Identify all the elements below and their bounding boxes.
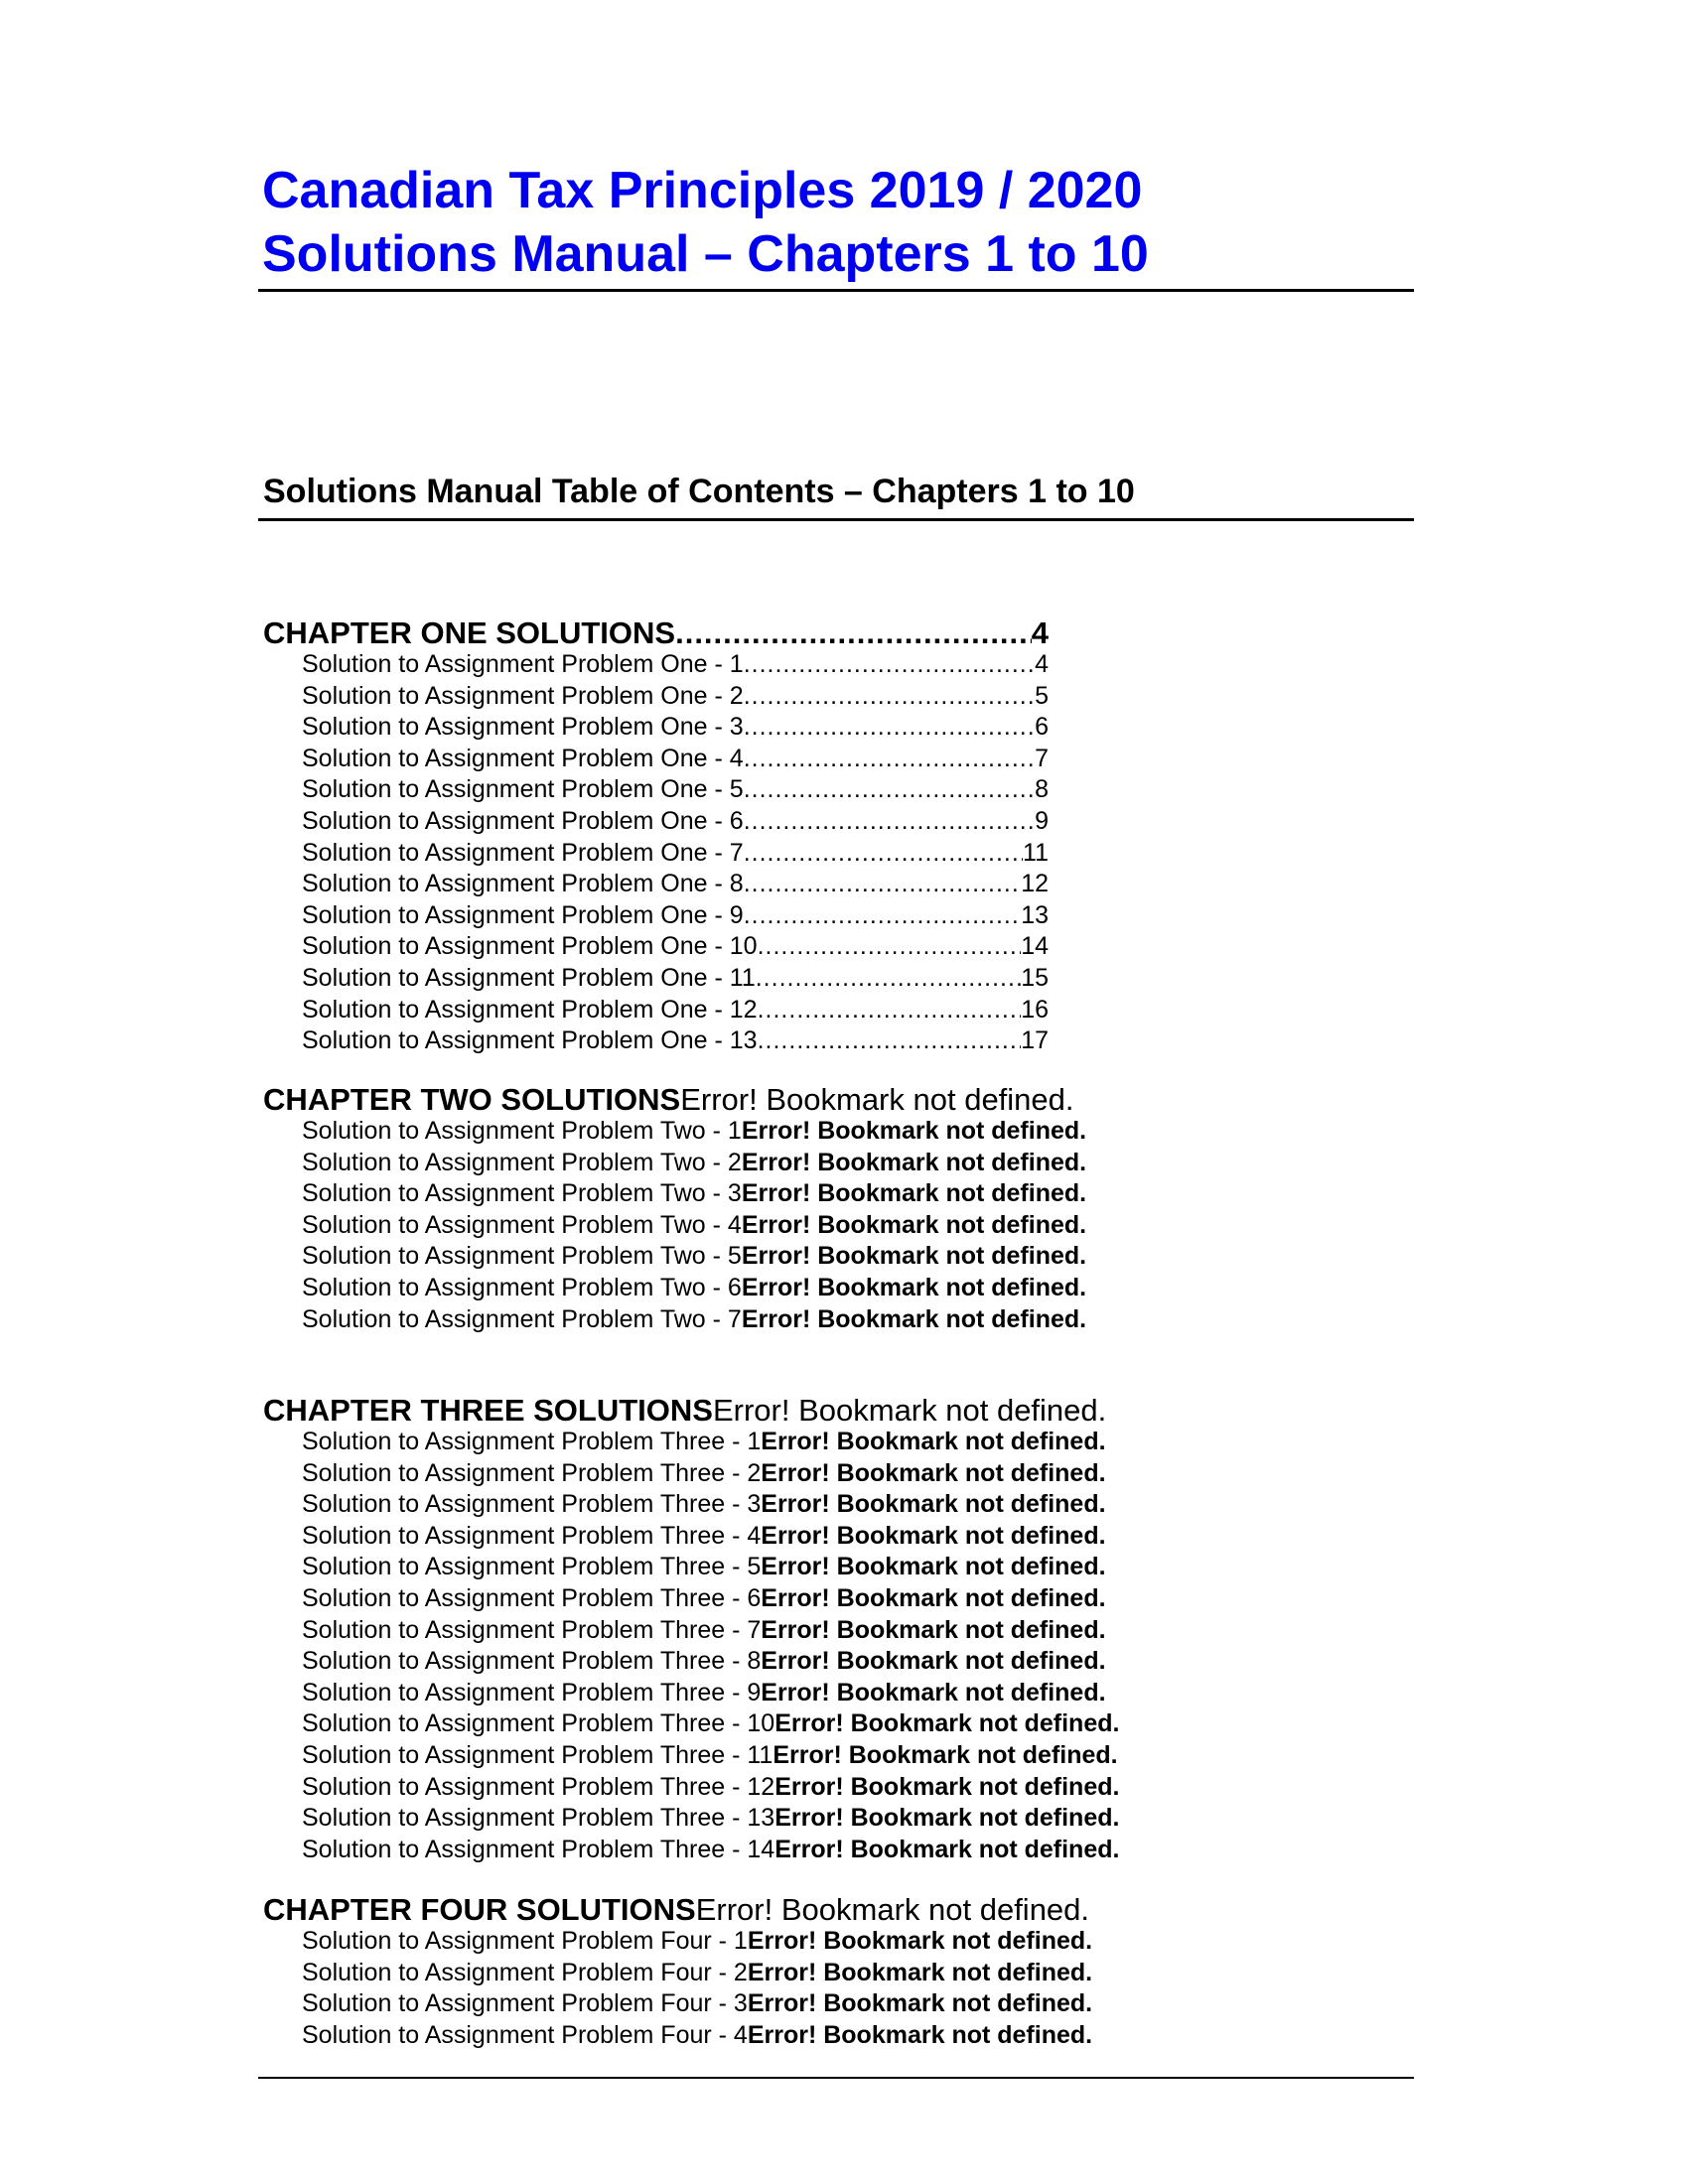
bookmark-error: Error! Bookmark not defined.	[741, 1242, 1087, 1271]
bookmark-error: Error! Bookmark not defined.	[695, 1892, 1090, 1927]
dot-leader	[744, 806, 1035, 838]
entry-label: Solution to Assignment Problem Four - 2	[302, 1958, 748, 1986]
toc-leader	[263, 616, 1049, 649]
entry-label: Solution to Assignment Problem One - 4	[302, 744, 744, 772]
entry-label: Solution to Assignment Problem Three - 13	[302, 1804, 775, 1833]
toc-entry-link[interactable]	[263, 1615, 1119, 1647]
toc-leader	[302, 681, 1049, 713]
entry-page-number: 9	[1035, 806, 1049, 835]
toc-leader	[302, 744, 1049, 775]
bookmark-error: Error! Bookmark not defined.	[761, 1428, 1106, 1455]
toc-entry-link[interactable]	[263, 1273, 1086, 1304]
toc-entry-link[interactable]	[263, 1835, 1119, 1866]
chapter-title: CHAPTER FOUR SOLUTIONS	[263, 1892, 696, 1927]
toc-leader	[302, 712, 1049, 744]
toc-entry-link[interactable]	[263, 1988, 1092, 2020]
entry-page-number: 13	[1021, 900, 1049, 929]
toc-entry-link[interactable]	[263, 1552, 1119, 1583]
entry-label: Solution to Assignment Problem Three - 10	[302, 1709, 775, 1738]
toc-entry-link[interactable]	[263, 1148, 1086, 1179]
toc-chapter-four	[263, 1893, 1092, 2051]
bookmark-error: Error! Bookmark not defined.	[761, 1615, 1106, 1644]
toc-chapter-two	[263, 1083, 1086, 1335]
toc-leader	[302, 649, 1049, 681]
toc-entry-link[interactable]	[263, 1178, 1086, 1210]
chapter-title: CHAPTER ONE SOLUTIONS	[263, 615, 676, 650]
toc-entry-link[interactable]	[263, 649, 1049, 681]
entry-page-number: 6	[1035, 713, 1049, 742]
dot-leader	[758, 995, 1022, 1026]
entry-label: Solution to Assignment Problem One - 11	[302, 963, 756, 992]
bookmark-error: Error! Bookmark not defined.	[761, 1553, 1106, 1581]
toc-entry-link[interactable]	[263, 963, 1049, 995]
entry-label: Solution to Assignment Problem One - 13	[302, 1026, 758, 1055]
entry-label: Solution to Assignment Problem Three - 12	[302, 1772, 775, 1801]
entry-label: Solution to Assignment Problem One - 9	[302, 900, 744, 929]
entry-label: Solution to Assignment Problem Three - 4	[302, 1521, 762, 1550]
toc-entry-link[interactable]	[263, 900, 1049, 932]
entry-label: Solution to Assignment Problem Three - 8	[302, 1647, 762, 1676]
dot-leader	[756, 963, 1021, 995]
toc-entry-link[interactable]	[263, 1678, 1119, 1709]
bookmark-error: Error! Bookmark not defined.	[761, 1458, 1106, 1487]
toc-heading: Solutions Manual Table of Contents – Chapters 1 to 10	[263, 473, 1135, 510]
dot-leader	[744, 744, 1035, 775]
bookmark-error: Error! Bookmark not defined.	[761, 1490, 1106, 1519]
bookmark-error: Error! Bookmark not defined.	[741, 1148, 1087, 1176]
toc-entry-link[interactable]	[263, 1646, 1119, 1678]
bookmark-error: Error! Bookmark not defined.	[741, 1273, 1087, 1301]
entry-label: Solution to Assignment Problem One - 10	[302, 932, 758, 961]
dot-leader	[675, 616, 1032, 649]
entry-page-number: 11	[1023, 838, 1049, 867]
dot-leader	[758, 1025, 1022, 1057]
toc-entry-link[interactable]	[263, 712, 1049, 744]
toc-entry-link[interactable]	[263, 1803, 1119, 1835]
toc-entry-link[interactable]	[263, 1304, 1086, 1336]
document-title-line-2: Solutions Manual – Chapters 1 to 10	[262, 225, 1149, 283]
entry-page-number: 7	[1035, 744, 1049, 772]
toc-entry-link[interactable]	[263, 1583, 1119, 1615]
entry-label: Solution to Assignment Problem One - 3	[302, 713, 744, 742]
toc-chapter-link[interactable]	[263, 616, 1049, 649]
toc-leader	[302, 838, 1049, 870]
title-divider	[258, 289, 1414, 292]
entry-label: Solution to Assignment Problem Two - 4	[302, 1210, 742, 1239]
entry-label: Solution to Assignment Problem Three - 11	[302, 1740, 774, 1769]
chapter-page-number: 4	[1031, 615, 1049, 650]
toc-entry-link[interactable]	[263, 1926, 1092, 1958]
toc-leader	[302, 869, 1049, 900]
dot-leader	[744, 681, 1035, 713]
toc-entry-link[interactable]	[263, 931, 1049, 963]
bookmark-error: Error! Bookmark not defined.	[761, 1583, 1106, 1612]
chapter-title: CHAPTER TWO SOLUTIONS	[263, 1082, 681, 1117]
toc-entry-link[interactable]	[263, 2020, 1092, 2052]
entry-label: Solution to Assignment Problem Two - 2	[302, 1148, 742, 1176]
dot-leader	[744, 649, 1035, 681]
bookmark-error: Error! Bookmark not defined.	[747, 1989, 1093, 2018]
toc-leader	[302, 774, 1049, 806]
entry-label: Solution to Assignment Problem One - 1	[302, 650, 744, 678]
toc-entry-link[interactable]	[263, 744, 1049, 775]
toc-entry-link[interactable]	[263, 1210, 1086, 1242]
bookmark-error: Error! Bookmark not defined.	[774, 1835, 1120, 1863]
footer-divider	[258, 2077, 1414, 2079]
toc-leader	[302, 1025, 1049, 1057]
entry-page-number: 8	[1035, 775, 1049, 804]
toc-leader	[302, 963, 1049, 995]
toc-chapter-one	[263, 616, 1049, 1057]
toc-entry-link[interactable]	[263, 1458, 1119, 1490]
toc-entry-link[interactable]	[263, 1708, 1119, 1740]
dot-leader	[744, 900, 1022, 932]
entry-label: Solution to Assignment Problem One - 6	[302, 806, 744, 835]
dot-leader	[758, 931, 1022, 963]
entry-label: Solution to Assignment Problem One - 5	[302, 775, 744, 804]
bookmark-error: Error! Bookmark not defined.	[773, 1740, 1118, 1769]
toc-entry-link[interactable]	[263, 806, 1049, 838]
toc-entry-link[interactable]	[263, 995, 1049, 1026]
entry-label: Solution to Assignment Problem Three - 5	[302, 1553, 762, 1581]
toc-chapter-three	[263, 1394, 1119, 1865]
toc-chapter-link[interactable]	[263, 1893, 1092, 1926]
bookmark-error: Error! Bookmark not defined.	[712, 1393, 1107, 1428]
toc-entry-link[interactable]	[263, 1521, 1119, 1553]
entry-label: Solution to Assignment Problem One - 7	[302, 838, 744, 867]
entry-label: Solution to Assignment Problem Three - 14	[302, 1835, 775, 1863]
bookmark-error: Error! Bookmark not defined.	[774, 1772, 1120, 1801]
entry-label: Solution to Assignment Problem One - 2	[302, 681, 744, 710]
bookmark-error: Error! Bookmark not defined.	[761, 1678, 1106, 1706]
entry-page-number: 15	[1021, 963, 1049, 992]
toc-leader	[302, 995, 1049, 1026]
toc-leader	[302, 900, 1049, 932]
toc-entry-link[interactable]	[263, 869, 1049, 900]
bookmark-error: Error! Bookmark not defined.	[774, 1709, 1120, 1738]
toc-entry-link[interactable]	[263, 1427, 1119, 1458]
toc-entry-link[interactable]	[263, 838, 1049, 870]
toc-leader	[302, 806, 1049, 838]
entry-label: Solution to Assignment Problem Three - 2	[302, 1458, 762, 1487]
entry-label: Solution to Assignment Problem Three - 3	[302, 1490, 762, 1519]
toc-entry-link[interactable]	[263, 1740, 1119, 1772]
toc-heading-divider	[258, 518, 1414, 521]
entry-page-number: 17	[1021, 1026, 1049, 1055]
entry-page-number: 5	[1035, 681, 1049, 710]
entry-label: Solution to Assignment Problem Four - 3	[302, 1989, 748, 2018]
dot-leader	[744, 712, 1035, 744]
bookmark-error: Error! Bookmark not defined.	[741, 1179, 1087, 1208]
entry-label: Solution to Assignment Problem Four - 4	[302, 2020, 748, 2049]
entry-label: Solution to Assignment Problem Two - 7	[302, 1304, 742, 1333]
toc-entry-link[interactable]	[263, 1241, 1086, 1273]
bookmark-error: Error! Bookmark not defined.	[741, 1117, 1087, 1145]
toc-chapter-link[interactable]	[263, 1394, 1119, 1427]
dot-leader	[744, 869, 1022, 900]
toc-entry-link[interactable]	[263, 1025, 1049, 1057]
toc-entry-link[interactable]	[263, 1489, 1119, 1521]
entry-label: Solution to Assignment Problem Three - 9	[302, 1678, 762, 1706]
entry-label: Solution to Assignment Problem One - 8	[302, 870, 744, 898]
toc-entry-link[interactable]	[263, 774, 1049, 806]
entry-page-number: 16	[1021, 995, 1049, 1024]
entry-page-number: 14	[1021, 932, 1049, 961]
chapter-title: CHAPTER THREE SOLUTIONS	[263, 1393, 713, 1428]
entry-label: Solution to Assignment Problem Three - 1	[302, 1428, 762, 1455]
dot-leader	[744, 774, 1035, 806]
toc-entry-link[interactable]	[263, 681, 1049, 713]
toc-leader	[302, 931, 1049, 963]
toc-chapter-link[interactable]	[263, 1083, 1086, 1116]
entry-label: Solution to Assignment Problem Four - 1	[302, 1927, 748, 1955]
bookmark-error: Error! Bookmark not defined.	[741, 1304, 1087, 1333]
entry-page-number: 4	[1035, 650, 1049, 678]
entry-label: Solution to Assignment Problem Two - 6	[302, 1273, 742, 1301]
entry-page-number: 12	[1021, 870, 1049, 898]
bookmark-error: Error! Bookmark not defined.	[774, 1804, 1120, 1833]
entry-label: Solution to Assignment Problem Two - 3	[302, 1179, 742, 1208]
toc-entry-link[interactable]	[263, 1116, 1086, 1148]
bookmark-error: Error! Bookmark not defined.	[741, 1210, 1087, 1239]
document-title-line-1: Canadian Tax Principles 2019 / 2020	[262, 162, 1143, 219]
bookmark-error: Error! Bookmark not defined.	[680, 1082, 1074, 1117]
bookmark-error: Error! Bookmark not defined.	[761, 1521, 1106, 1550]
bookmark-error: Error! Bookmark not defined.	[747, 1958, 1093, 1986]
bookmark-error: Error! Bookmark not defined.	[747, 1927, 1093, 1955]
entry-label: Solution to Assignment Problem One - 12	[302, 995, 758, 1024]
toc-entry-link[interactable]	[263, 1772, 1119, 1804]
entry-label: Solution to Assignment Problem Three - 6	[302, 1583, 762, 1612]
entry-label: Solution to Assignment Problem Two - 1	[302, 1117, 742, 1145]
bookmark-error: Error! Bookmark not defined.	[747, 2020, 1093, 2049]
toc-entry-link[interactable]	[263, 1958, 1092, 1989]
bookmark-error: Error! Bookmark not defined.	[761, 1647, 1106, 1676]
entry-label: Solution to Assignment Problem Three - 7	[302, 1615, 762, 1644]
dot-leader	[744, 838, 1023, 870]
entry-label: Solution to Assignment Problem Two - 5	[302, 1242, 742, 1271]
